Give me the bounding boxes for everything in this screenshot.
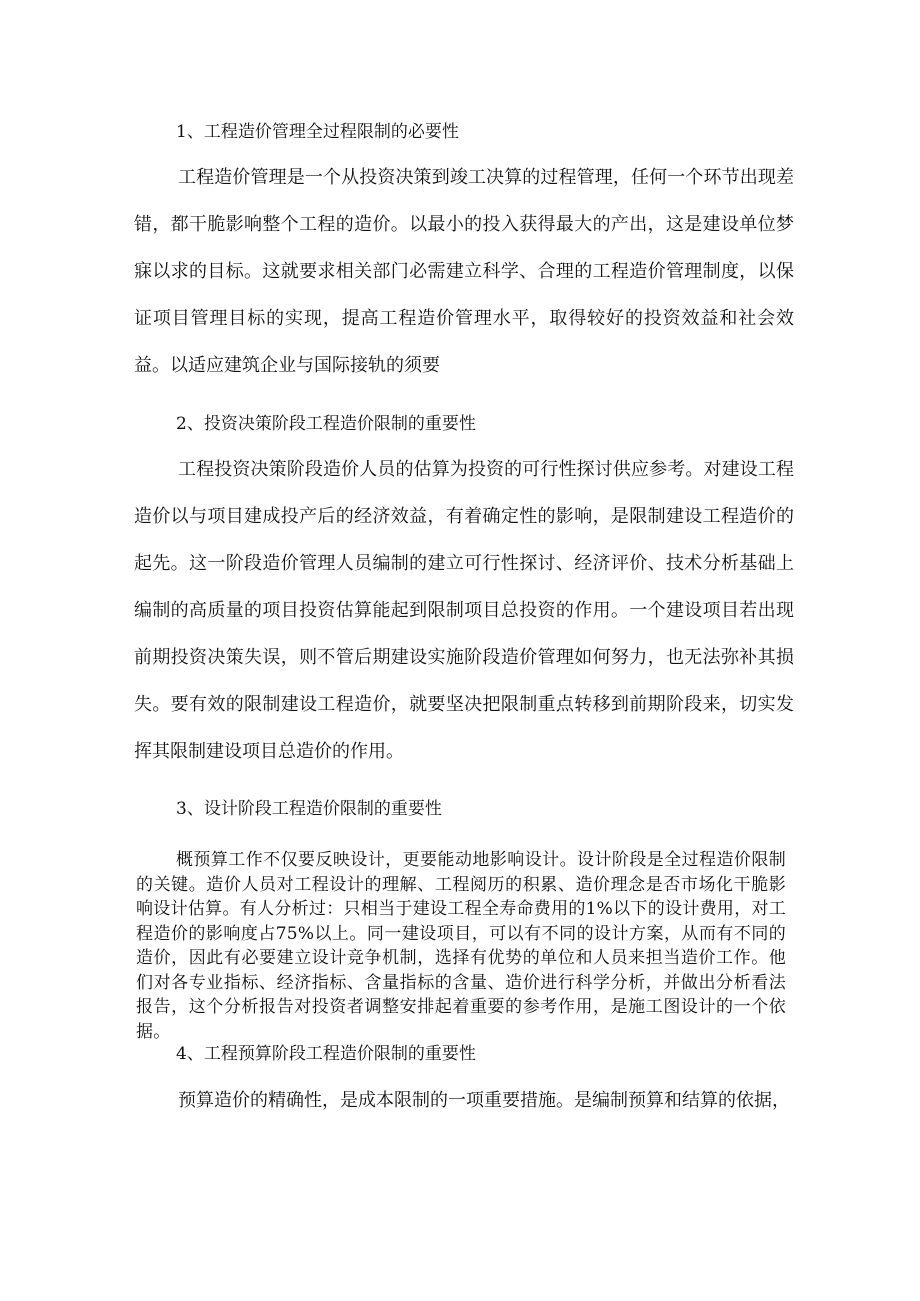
- section-3-body: 概预算工作不仅要反映设计，更要能动地影响设计。设计阶段是全过程造价限制的关键。造价人员对工程设计的理解、工程阅历的积累、造价理念是否市场化干脆影响设计估算。有人分析过：只相当于建设工程全寿命费用的1%以下的设计费用，对工程造价的影响度占75%以上。同一建设项目，可以有不同的设计方案，从而有不同的造价，因此有必要建立设计竞争机制，选择有优势的单位和人员来担当造价工作。他们对各专业指标、经济指标、含量指标的含量、造价进行科学分析，并做出分析看法报告，这个分析报告对投资者调整安排起着重要的参考作用，是施工图设计的一个依据。: [136, 850, 786, 1042]
- section-4-heading: 4、工程预算阶段工程造价限制的重要性: [176, 1044, 476, 1064]
- section-2-heading: 2、投资决策阶段工程造价限制的重要性: [176, 414, 476, 434]
- section-3-heading: 3、设计阶段工程造价限制的重要性: [176, 799, 442, 819]
- section-1-heading: 1、工程造价管理全过程限制的必要性: [176, 122, 459, 142]
- section-2-body: 工程投资决策阶段造价人员的估算为投资的可行性探讨供应参考。对建设工程造价以与项目建成投产后的经济效益，有着确定性的影响，是限制建设工程造价的起先。这一阶段造价管理人员编制的建立可行性探讨、经济评价、技术分析基础上编制的高质量的项目投资估算能起到限制项目总投资的作用。一个建设项目若出现前期投资决策失误，则不管后期建设实施阶段造价管理如何努力，也无法弥补其损失。要有效的限制建设工程造价，就要坚决把限制重点转移到前期阶段来，切实发挥其限制建设项目总造价的作用。: [134, 459, 794, 762]
- section-1-body: 工程造价管理是一个从投资决策到竣工决算的过程管理，任何一个环节出现差错，都干脆影响整个工程的造价。以最小的投入获得最大的产出，这是建设单位梦寐以求的目标。这就要求相关部门必需建立科学、合理的工程造价管理制度，以保证项目管理目标的实现，提高工程造价管理水平，取得较好的投资效益和社会效益。以适应建筑企业与国际接轨的须要: [134, 167, 794, 376]
- section-4-body: 预算造价的精确性，是成本限制的一项重要措施。是编制预算和结算的依据，: [178, 1090, 790, 1111]
